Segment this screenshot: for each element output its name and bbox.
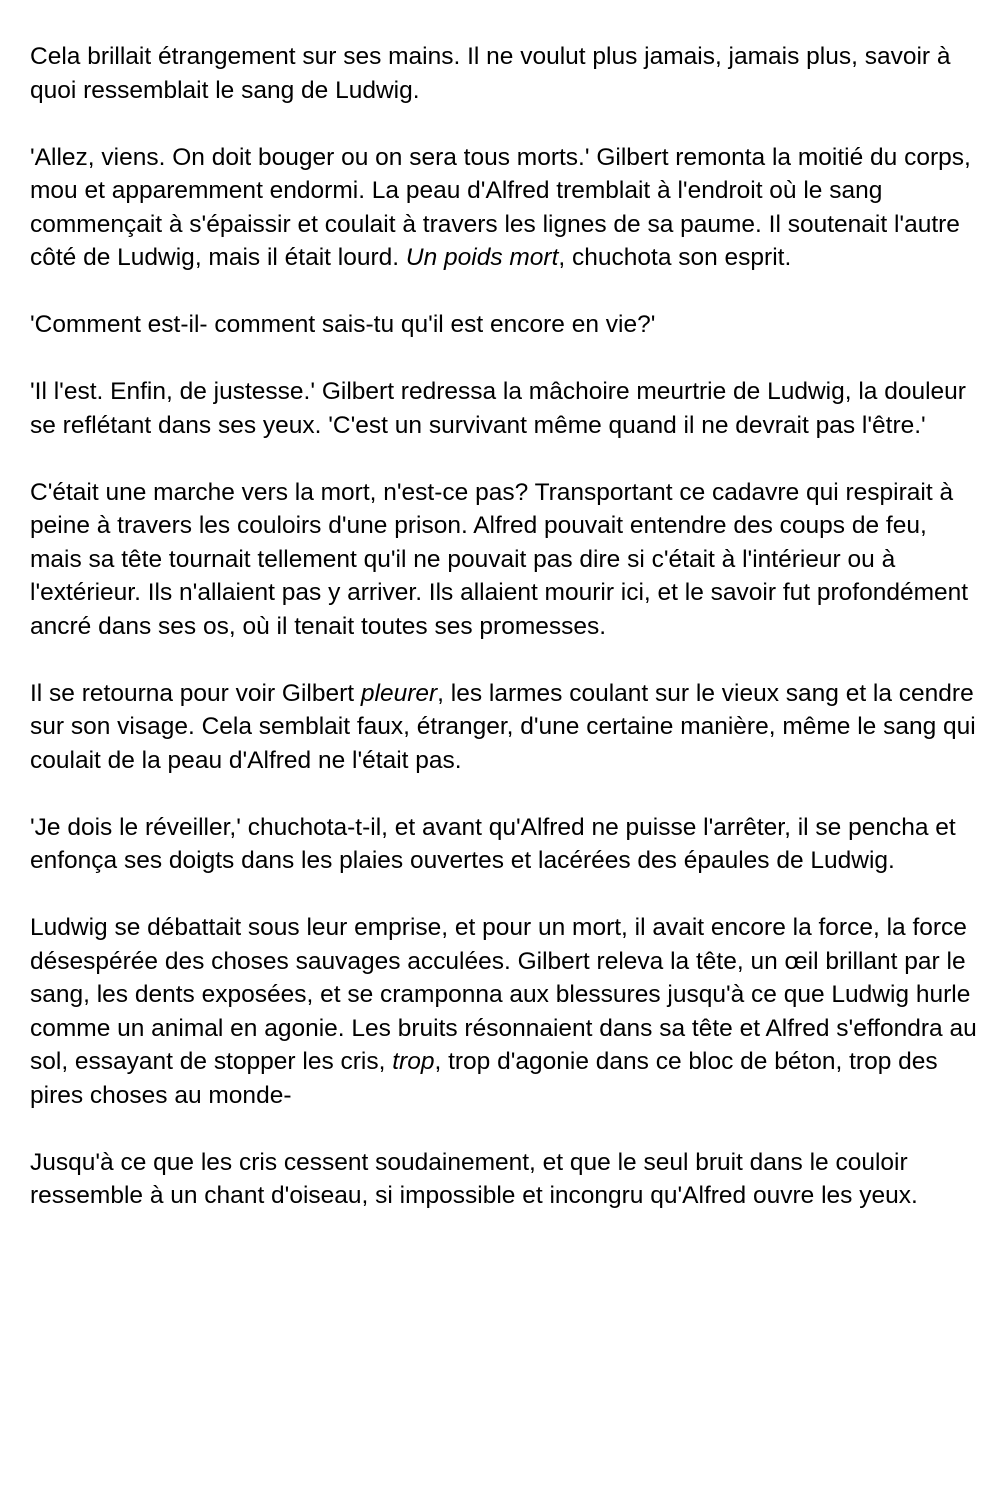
paragraph-text: 'Comment est-il- comment sais-tu qu'il est encore en vie?' bbox=[30, 311, 656, 338]
paragraph-text: Il se retourna pour voir Gilbert bbox=[30, 679, 361, 707]
italic-phrase: Un poids mort bbox=[405, 244, 559, 271]
paragraph-text: 'Allez, viens. On doit bouger ou on sera tous morts.' Gilbert remonta la moitié du corps, mou et apparemment endormi. La peau d'Alfred tremblait à l'endroit où le sang commençait à s'épaissir et coulait à travers les lignes de sa paume. Il soutenait l'autre côté de Ludwig, mais il était lourd. bbox=[30, 143, 971, 271]
paragraph-2 bbox=[30, 141, 980, 275]
paragraph-text: , chuchota son esprit. bbox=[558, 244, 792, 271]
paragraph-text: Jusqu'à ce que les cris cessent soudainement, et que le seul bruit dans le couloir ressemble à un chant d'oiseau, si impossible et incongru qu'Alfred ouvre les yeux. bbox=[30, 1148, 918, 1209]
paragraph-7 bbox=[30, 811, 980, 878]
paragraph-text: , trop d'agonie dans ce bloc de béton, trop des pires choses au monde- bbox=[30, 1048, 938, 1109]
paragraph-text: Ludwig se débattait sous leur emprise, et pour un mort, il avait encore la force, la force désespérée des choses sauvages acculées. Gilbert releva la tête, un œil brillant par le sang, les dents exposées, et se cramponna aux blessures jusqu'à ce que Ludwig hurle comme un animal en agonie. Les bruits résonnaient dans sa tête et Alfred s'effondra au sol, essayant de stopper les cris, bbox=[30, 914, 977, 1075]
paragraph-5 bbox=[30, 476, 980, 644]
paragraph-4 bbox=[30, 375, 980, 442]
italic-word: trop bbox=[392, 1048, 435, 1075]
paragraph-text: , les larmes coulant sur le vieux sang et la cendre sur son visage. Cela semblait faux, étranger, d'une certaine manière, même le sang qui coulait de la peau d'Alfred ne l'était pas. bbox=[30, 679, 976, 774]
paragraph-text: C'était une marche vers la mort, n'est-ce pas? Transportant ce cadavre qui respirait à peine à travers les couloirs d'une prison. Alfred pouvait entendre des coups de feu, mais sa tête tournait tellement qu'il ne pouvait pas dire si c'était à l'intérieur ou à l'extérieur. Ils n'allaient pas y arriver. Ils allaient mourir ici, et le savoir fut profondément ancré dans ses os, où il tenait toutes ses promesses. bbox=[30, 478, 969, 640]
paragraph-text: 'Il l'est. Enfin, de justesse.' Gilbert redressa la mâchoire meurtrie de Ludwig, la douleur se reflétant dans ses yeux. 'C'est un survivant même quand il ne devrait pas l'être.' bbox=[30, 378, 966, 439]
italic-word: pleurer bbox=[360, 679, 438, 707]
document-page bbox=[30, 40, 980, 1246]
paragraph-1 bbox=[30, 40, 980, 107]
paragraph-text: Cela brillait étrangement sur ses mains. Il ne voulut plus jamais, jamais plus, savoir à quoi ressemblait le sang de Ludwig. bbox=[30, 43, 951, 104]
paragraph-6 bbox=[30, 677, 980, 778]
paragraph-8 bbox=[30, 911, 980, 1112]
paragraph-3 bbox=[30, 308, 980, 342]
paragraph-9 bbox=[30, 1146, 980, 1213]
paragraph-text: 'Je dois le réveiller,' chuchota-t-il, et avant qu'Alfred ne puisse l'arrêter, il se pencha et enfonça ses doigts dans les plaies ouvertes et lacérées des épaules de Ludwig. bbox=[30, 813, 956, 874]
